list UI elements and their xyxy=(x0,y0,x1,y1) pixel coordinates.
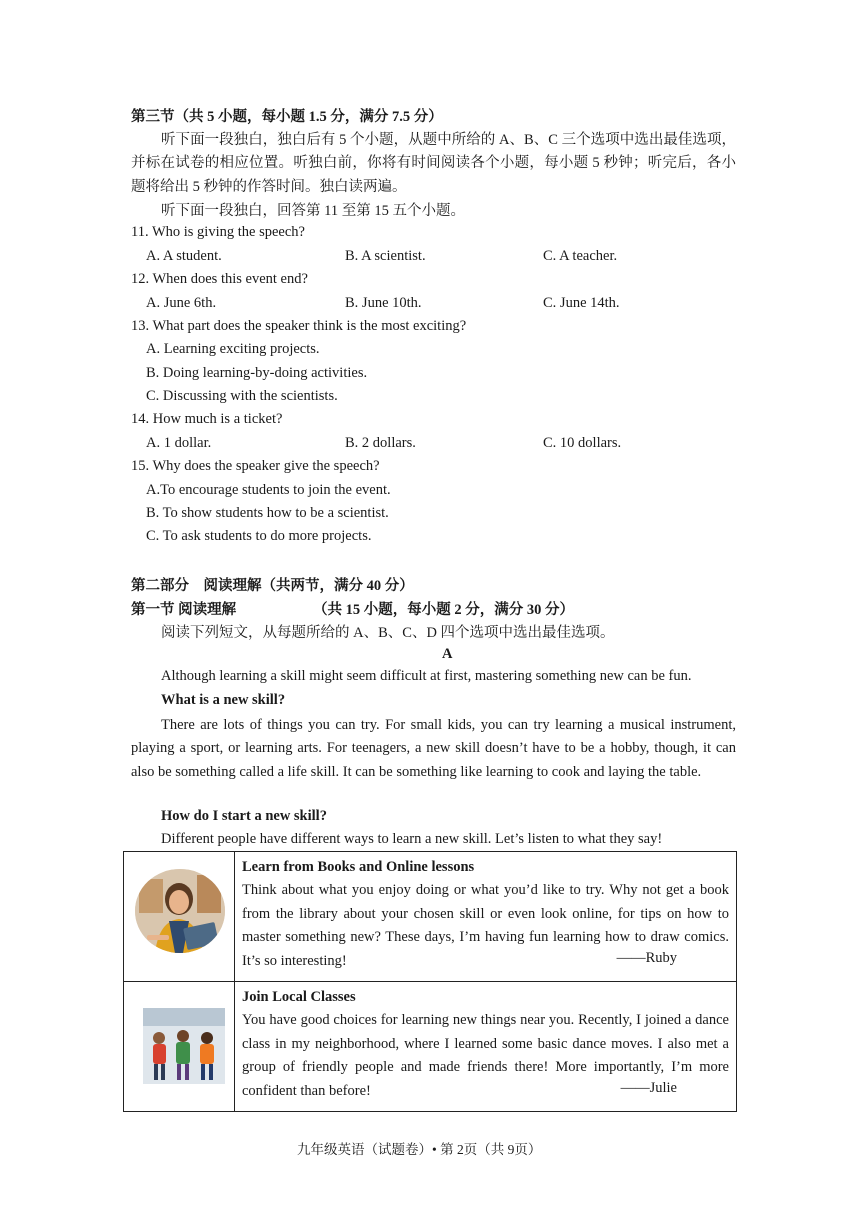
option-b: B. A scientist. xyxy=(345,248,426,264)
question-stem: 15. Why does the speaker give the speech? xyxy=(131,458,380,474)
question-stem: 12. When does this event end? xyxy=(131,271,308,287)
option-b: B. 2 dollars. xyxy=(345,435,416,451)
option-a: A. June 6th. xyxy=(146,295,217,311)
table-row xyxy=(124,852,737,982)
entry-title: Learn from Books and Online lessons xyxy=(242,859,475,875)
option-a: A. A student. xyxy=(146,248,222,264)
option-a: A. 1 dollar. xyxy=(146,435,212,451)
question-stem: 11. Who is giving the speech? xyxy=(131,224,305,240)
girl-drawing-photo xyxy=(135,869,225,953)
option-c: C. To ask students to do more projects. xyxy=(146,528,372,544)
entry-body: You have good choices for learning new things near you. Recently, I joined a dance class in my neighborhood, where I learned some basic dance moves. I also met a group of friendly people and made friends there! More importantly, I’m more confident than before! xyxy=(242,1012,729,1099)
option-c: C. 10 dollars. xyxy=(543,435,622,451)
entry-signature: ——Julie xyxy=(620,1079,677,1096)
section3-instructions: 听下面一段独白，独白后有 5 个小题，从题中所给的 A、B、C 三个选项中选出最佳选项，并标在试卷的相应位置。听独白前，你将有时间阅读各个小题，每小题 5 秒钟；听完后，各小题将给出 5 秒钟的作答时间。独白读两遍。 xyxy=(131,132,736,195)
part2-instruction: 阅读下列短文，从每题所给的 A、B、C、D 四个选项中选出最佳选项。 xyxy=(161,625,615,641)
option-a: A. Learning exciting projects. xyxy=(146,341,320,357)
entry-title: Join Local Classes xyxy=(242,989,356,1005)
photo-cell xyxy=(124,982,235,1112)
passage-subheading: What is a new skill? xyxy=(161,692,286,708)
passage-subheading: How do I start a new skill? xyxy=(161,808,327,824)
option-c: C. June 14th. xyxy=(543,295,620,311)
passage-paragraph: There are lots of things you can try. For small kids, you can try learning a musical instrument, playing a sport, or learning arts. For teenagers, a new skill doesn’t have to be a hobby, though, it can also be something called a life skill. It can be something like learning to cook and laying the table. xyxy=(131,717,736,780)
option-b: B. To show students how to be a scientist. xyxy=(146,505,389,521)
part2-section1-score: （共 15 小题，每小题 2 分，满分 30 分） xyxy=(313,602,574,618)
entry-signature: ——Ruby xyxy=(616,949,677,966)
table-row xyxy=(124,982,737,1112)
photo-cell xyxy=(124,852,235,982)
entry-body: Think about what you enjoy doing or what you’d like to try. Why not get a book from the library about your chosen skill or even look online, for tips on how to master something new? These days, I’m having fun learning how to draw comics. It’s so interesting! xyxy=(242,882,729,969)
kids-dancing-photo xyxy=(143,1008,225,1084)
option-a: A.To encourage students to join the event. xyxy=(146,482,391,498)
option-b: B. June 10th. xyxy=(345,295,422,311)
option-c: C. A teacher. xyxy=(543,248,618,264)
section3-heading: 第三节（共 5 小题，每小题 1.5 分，满分 7.5 分） xyxy=(131,109,443,125)
option-c: C. Discussing with the scientists. xyxy=(146,388,338,404)
part2-section1-label: 第一节 阅读理解 xyxy=(131,602,237,618)
entry-cell xyxy=(235,852,737,982)
entry-cell xyxy=(235,982,737,1112)
section3-sub-instruction: 听下面一段独白，回答第 11 至第 15 五个小题。 xyxy=(161,203,465,219)
question-stem: 14. How much is a ticket? xyxy=(131,411,283,427)
passage-intro: Although learning a skill might seem difficult at first, mastering something new can be fun. xyxy=(161,668,692,684)
page-footer: 九年级英语（试题卷）• 第 2页（共 9页） xyxy=(297,1142,542,1157)
passage-letter: A xyxy=(442,646,453,662)
passage-paragraph: Different people have different ways to learn a new skill. Let’s listen to what they say! xyxy=(161,831,663,847)
part2-heading: 第二部分 阅读理解（共两节，满分 40 分） xyxy=(131,578,414,594)
question-stem: 13. What part does the speaker think is the most exciting? xyxy=(131,318,467,334)
option-b: B. Doing learning-by-doing activities. xyxy=(146,365,368,381)
experience-table xyxy=(123,851,737,1112)
